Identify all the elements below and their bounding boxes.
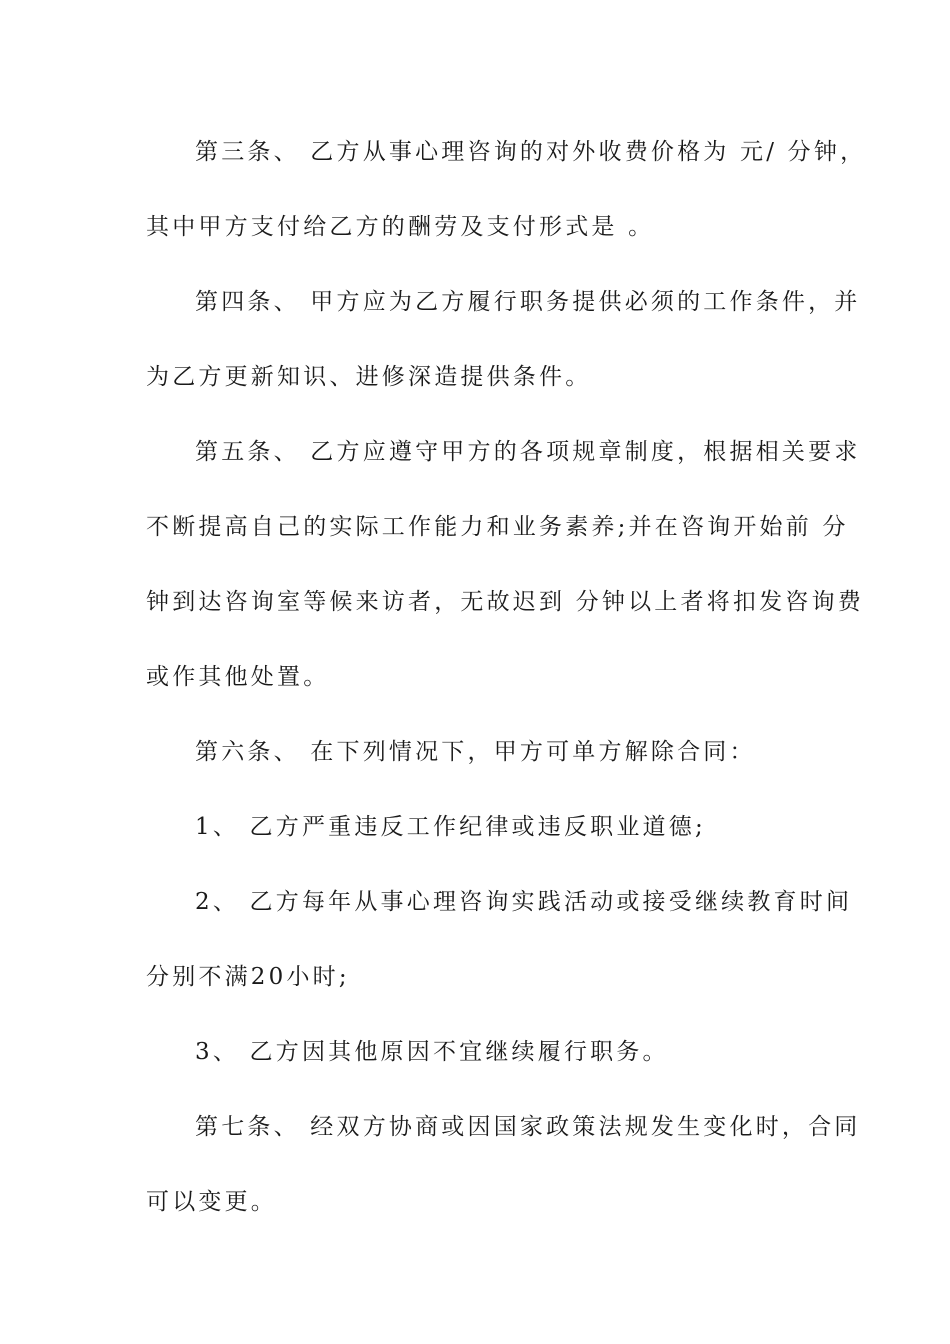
article-6-item-2-line-2: 分别不满20小时;	[146, 964, 350, 990]
article-6-item-3: 3、 乙方因其他原因不宜继续履行职务。	[195, 1039, 669, 1065]
article-4-line-2: 为乙方更新知识、进修深造提供条件。	[146, 364, 592, 390]
article-5-line-1: 第五条、 乙方应遵守甲方的各项规章制度，根据相关要求	[195, 439, 861, 465]
article-6-line-1: 第六条、 在下列情况下，甲方可单方解除合同：	[195, 739, 756, 765]
article-6-item-1: 1、 乙方严重违反工作纪律或违反职业道德;	[195, 814, 706, 840]
article-7-line-1: 第七条、 经双方协商或因国家政策法规发生变化时，合同	[195, 1114, 861, 1140]
article-5-line-3: 钟到达咨询室等候来访者，无故迟到 分钟以上者将扣发咨询费	[146, 589, 864, 615]
article-3-line-2: 其中甲方支付给乙方的酬劳及支付形式是 。	[146, 214, 655, 240]
article-5-line-4: 或作其他处置。	[146, 664, 330, 690]
article-7-line-2: 可以变更。	[146, 1189, 277, 1215]
article-6-item-2-line-1: 2、 乙方每年从事心理咨询实践活动或接受继续教育时间	[195, 889, 853, 915]
article-4-line-1: 第四条、 甲方应为乙方履行职务提供必须的工作条件，并	[195, 289, 861, 315]
article-3-line-1: 第三条、 乙方从事心理咨询的对外收费价格为 元/ 分钟，	[195, 139, 867, 165]
article-5-line-2: 不断提高自己的实际工作能力和业务素养;并在咨询开始前 分	[146, 514, 849, 540]
